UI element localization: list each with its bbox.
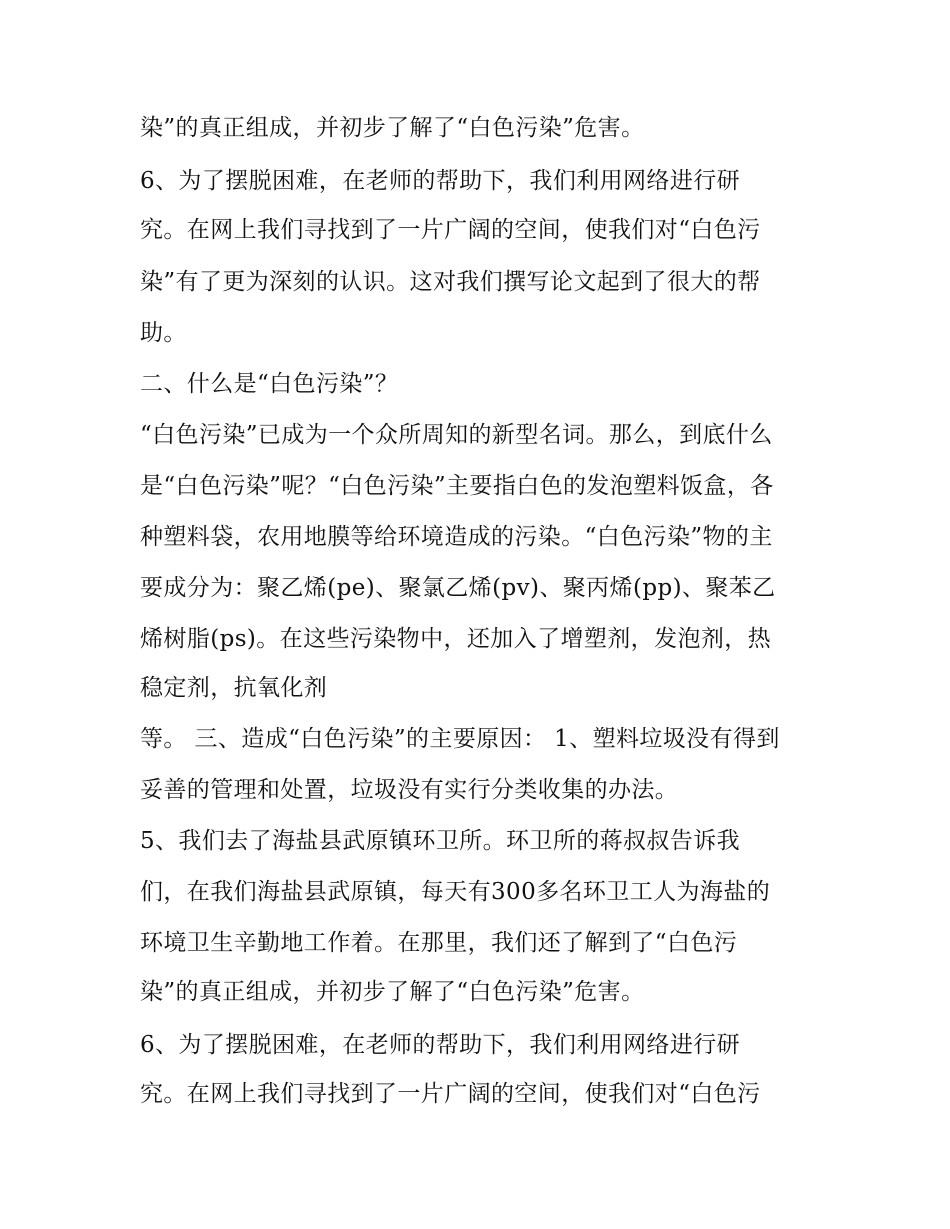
text-line: “白色污染”已成为一个众所周知的新型名词。那么，到底什么 bbox=[140, 422, 773, 448]
text-line: 究。在网上我们寻找到了一片广阔的空间，使我们对“白色污 bbox=[140, 1081, 761, 1107]
text-line: 稳定剂，抗氧化剂 bbox=[140, 675, 328, 701]
text-line: 染”的真正组成，并初步了解了“白色污染”危害。 bbox=[140, 115, 645, 141]
text-line: 5、我们去了海盐县武原镇环卫所。环卫所的蒋叔叔告诉我 bbox=[140, 828, 741, 854]
text-line: 染”的真正组成，并初步了解了“白色污染”危害。 bbox=[140, 979, 645, 1005]
text-line: 究。在网上我们寻找到了一片广阔的空间，使我们对“白色污 bbox=[140, 217, 761, 243]
text-line: 助。 bbox=[140, 320, 187, 346]
section-heading: 二、什么是“白色污染”？ bbox=[140, 371, 399, 397]
text-line: 环境卫生辛勤地工作着。在那里，我们还了解到了“白色污 bbox=[140, 930, 738, 956]
text-line: 染”有了更为深刻的认识。这对我们撰写论文起到了很大的帮 bbox=[140, 269, 761, 295]
text-line: 6、为了摆脱困难，在老师的帮助下，我们利用网络进行研 bbox=[140, 168, 741, 194]
text-line: 妥善的管理和处置，垃圾没有实行分类收集的办法。 bbox=[140, 777, 679, 803]
text-line: 种塑料袋，农用地膜等给环境造成的污染。“白色污染”物的主 bbox=[140, 524, 773, 550]
text-line: 们，在我们海盐县武原镇，每天有300多名环卫工人为海盐的 bbox=[140, 879, 771, 905]
text-line: 要成分为：聚乙烯(pe)、聚氯乙烯(pv)、聚丙烯(pp)、聚苯乙 bbox=[140, 575, 776, 601]
text-line: 等。 三、造成“白色污染”的主要原因： 1、塑料垃圾没有得到 bbox=[140, 726, 780, 752]
text-line: 6、为了摆脱困难，在老师的帮助下，我们利用网络进行研 bbox=[140, 1032, 741, 1058]
text-line: 烯树脂(ps)。在这些污染物中，还加入了增塑剂，发泡剂，热 bbox=[140, 626, 772, 652]
text-line: 是“白色污染”呢？“白色污染”主要指白色的发泡塑料饭盒，各 bbox=[140, 473, 774, 499]
